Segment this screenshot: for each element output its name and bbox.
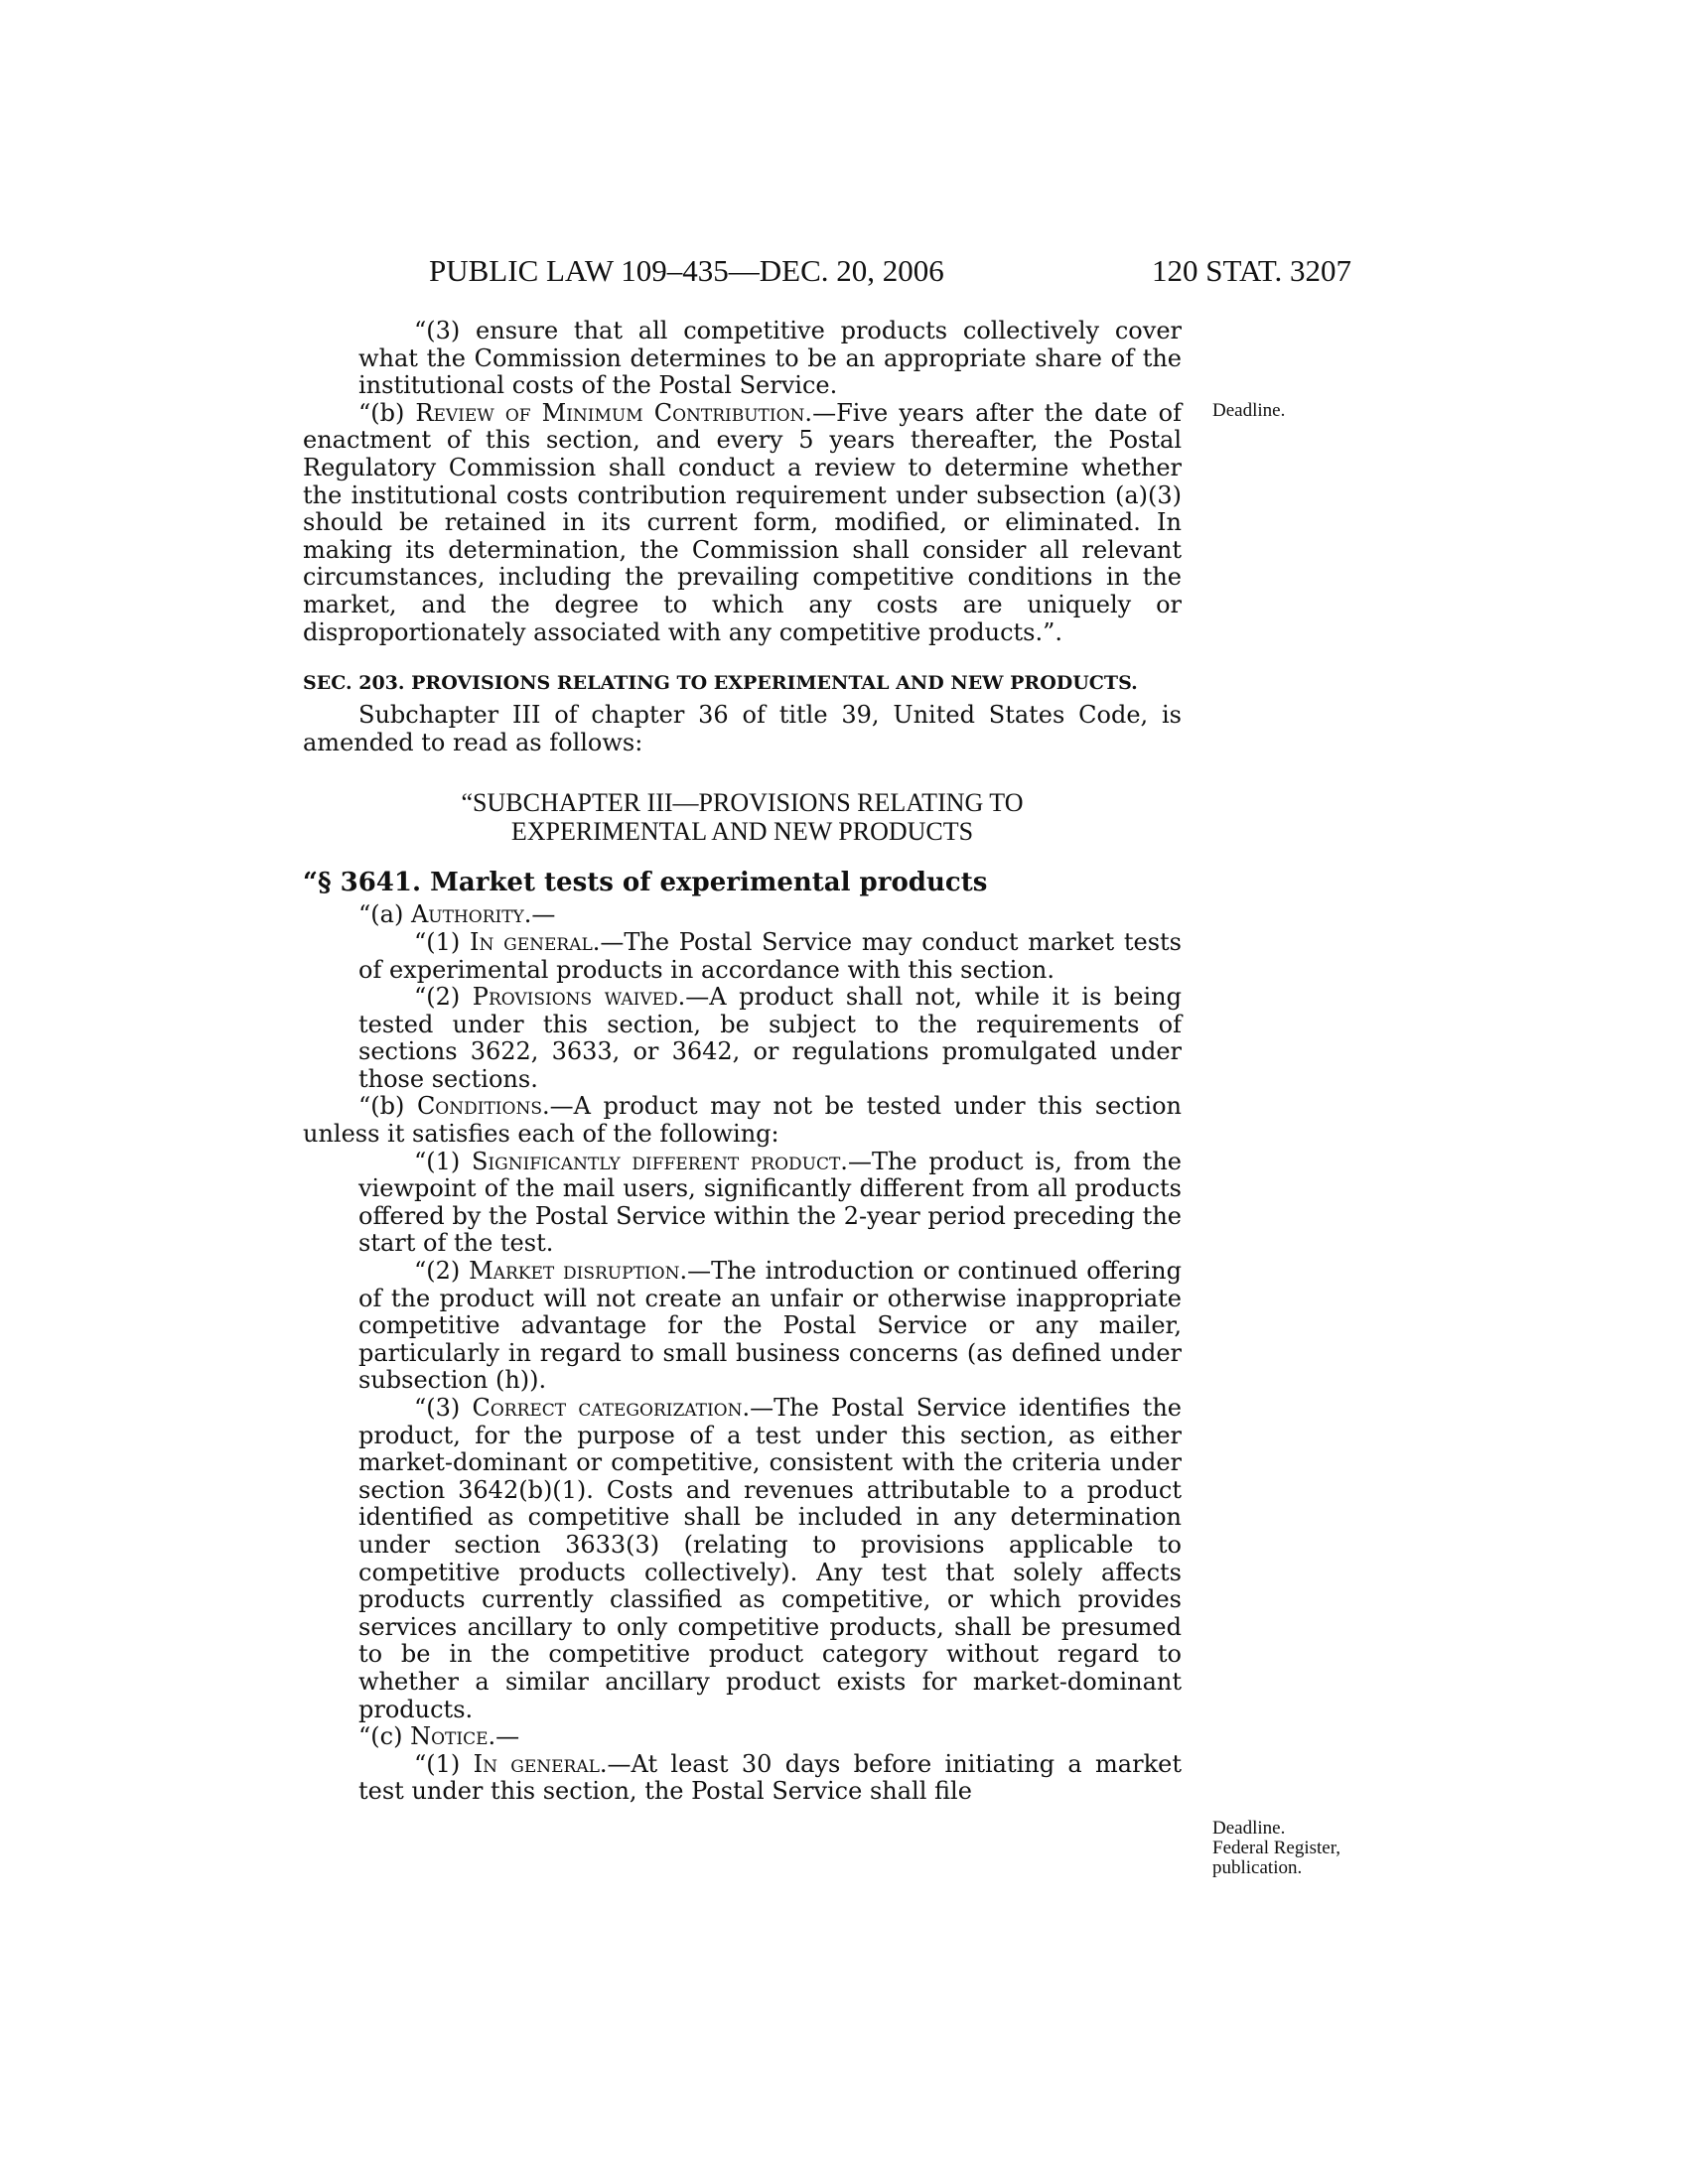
para-prefix: “(a) — [358, 900, 411, 929]
para-heading: Provisions waived. — [472, 983, 686, 1012]
para-heading: Notice. — [410, 1722, 496, 1751]
paragraph-a3: “(3) ensure that all competitive products collectively cover what the Commission determines to be an appropriate share of the institutional costs of the Postal Service. — [358, 317, 1182, 400]
paragraph-b2 — [303, 1258, 1182, 1395]
stat-page: 120 STAT. 3207 — [1152, 253, 1352, 288]
margin-note-deadline-2: Deadline. — [1212, 1818, 1286, 1839]
page-header — [0, 253, 1688, 293]
paragraph-c1 — [303, 1751, 1182, 1806]
para-prefix: “(c) — [358, 1722, 411, 1751]
paragraph-b3 — [303, 1395, 1182, 1723]
paragraph-b — [303, 1093, 1182, 1148]
subchapter-heading — [303, 788, 1182, 846]
margin-note-federal-register: Federal Register, — [1212, 1838, 1341, 1858]
para-text: —At least 30 days before initiating a market test under this section, the Postal Service shall file — [358, 1749, 1182, 1806]
subchapter-line-2: EXPERIMENTAL AND NEW PRODUCTS — [510, 817, 974, 847]
paragraph-a2 — [303, 984, 1182, 1093]
para-prefix: “(2) — [414, 1257, 470, 1286]
para-text: —The Postal Service may conduct market tests of experimental products in accordance with this section. — [358, 927, 1182, 984]
document-body — [303, 318, 1182, 1806]
para-prefix: “(b) — [358, 1092, 417, 1121]
paragraph-c — [303, 1723, 1182, 1751]
section-203-heading: SEC. 203. PROVISIONS RELATING TO EXPERIMENTAL AND NEW PRODUCTS. — [303, 672, 1138, 695]
para-text: —The introduction or continued offering of the product will not create an unfair or otherwise inappropriate competitive advantage for the Postal Service or any mailer, particularly in regard to small business concerns (as defined under subsection (h)). — [358, 1257, 1182, 1395]
para-text: — — [495, 1722, 520, 1751]
para-heading: In general. — [470, 927, 601, 956]
paragraph-b1 — [303, 1149, 1182, 1258]
para-heading: Conditions. — [416, 1092, 550, 1121]
subchapter-line-1: “SUBCHAPTER III—PROVISIONS RELATING TO — [461, 788, 1024, 818]
para-text: —A product shall not, while it is being tested under this section, be subject to the requirements of sections 3622, 3633, or 3642, or regulations promulgated under those sections. — [358, 983, 1182, 1093]
section-3641-heading: “§ 3641. Market tests of experimental products — [303, 868, 988, 898]
para-text: —The Postal Service identifies the product, for the purpose of a test under this section, as either market-dominant or competitive, consistent with the criteria under section 3642(b)(1). Costs and revenues attributable to a product identified as competitive shall be included in any determination under section 3633(3) (relating to provisions applicable to competitive products collectively). Any test that solely affects products currently classified as competitive, or which provides services ancillary to only competitive products, shall be presumed to be in the competitive product category without regard to whether a similar ancillary product exists for market-dominant products. — [358, 1394, 1182, 1723]
para-heading: Authority. — [410, 900, 532, 929]
para-text: —The product is, from the viewpoint of the mail users, significantly different from all products offered by the Postal Service within the 2-year period preceding the start of the test. — [358, 1147, 1182, 1258]
para-heading: Market disruption. — [469, 1257, 688, 1286]
law-title: PUBLIC LAW 109–435—DEC. 20, 2006 — [429, 253, 944, 288]
paragraph-a — [303, 901, 1182, 929]
para-text: —Five years after the date of enactment of this section, and every 5 years thereafter, the Postal Regulatory Commission shall conduct a review to determine whether the institutional costs contribution requirement under subsection (a)(3) should be retained in its current form, modified, or eliminated. In making its determination, the Commission shall consider all relevant circumstances, including the prevailing competitive conditions in the market, and the degree to which any costs are uniquely or disproportionately associated with any competitive products.”. — [303, 398, 1182, 646]
para-prefix: “(1) — [414, 1147, 472, 1175]
para-text: —A product may not be tested under this section unless it satisfies each of the following: — [303, 1092, 1183, 1149]
para-text: — — [531, 900, 556, 929]
para-prefix: “(b) — [358, 398, 416, 427]
paragraph-a1 — [303, 929, 1182, 984]
para-heading: Review of Minimum Contribution. — [415, 398, 813, 427]
paragraph-amendment: Subchapter III of chapter 36 of title 39, United States Code, is amended to read as follows: — [303, 701, 1182, 756]
para-prefix: “(1) — [414, 1749, 474, 1778]
para-heading: Correct categorization. — [472, 1394, 751, 1422]
para-prefix: “(1) — [414, 927, 471, 956]
paragraph-b-review — [303, 400, 1182, 646]
para-heading: In general. — [473, 1749, 608, 1778]
para-prefix: “(2) — [414, 983, 473, 1012]
para-heading: Significantly different product. — [471, 1147, 848, 1175]
margin-note-deadline: Deadline. — [1212, 400, 1286, 421]
para-prefix: “(3) — [414, 1394, 473, 1422]
margin-note-publication: publication. — [1212, 1857, 1303, 1878]
